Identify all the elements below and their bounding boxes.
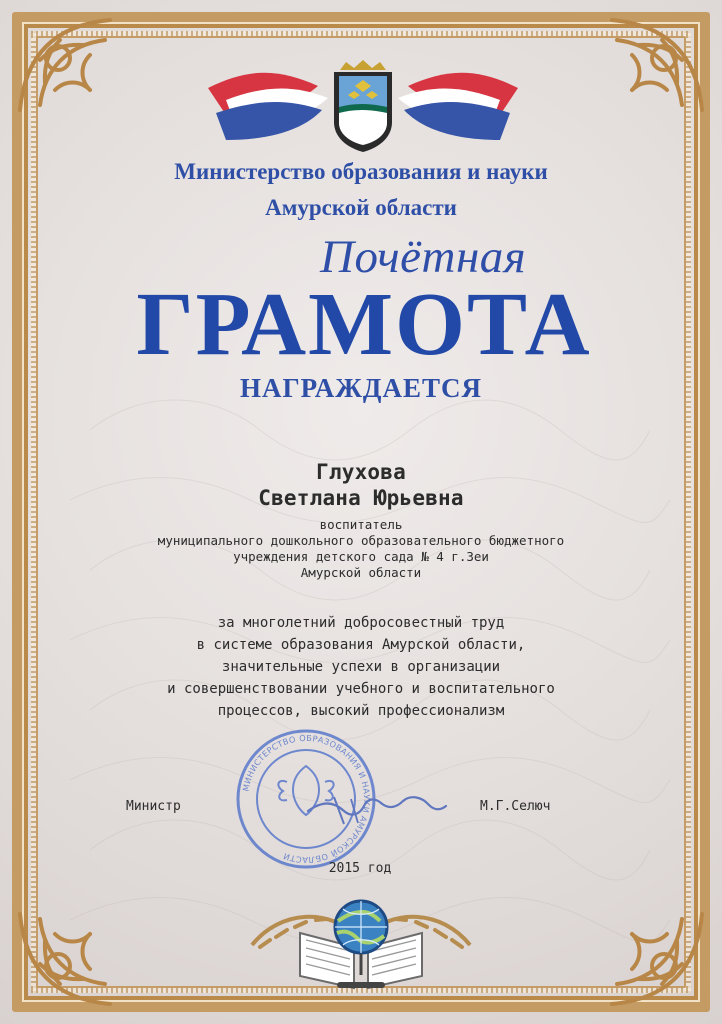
award-reason-line-1: за многолетний добросовестный труд [217, 615, 505, 631]
certificate-main-title: ГРАМОТА [136, 275, 592, 374]
award-reason-line-4: и совершенствовании учебного и воспитательного [167, 681, 555, 697]
certificate-script-title: Почётная [320, 231, 527, 283]
corner-ornament-top-right [572, 0, 722, 150]
recipient-surname: Глухова [316, 460, 406, 484]
signature-name: М.Г.Селюч [480, 799, 551, 814]
awarded-label: НАГРАЖДАЕТСЯ [239, 373, 482, 403]
award-reason-line-3: значительные успехи в организации [221, 659, 501, 675]
corner-ornament-top-left [0, 0, 150, 150]
seal-text: МИНИСТЕРСТВО ОБРАЗОВАНИЯ И НАУКИ АМУРСКОЙ ОБЛАСТИ [240, 732, 373, 866]
signature-title: Министр [126, 799, 181, 814]
recipient-position-line-3: учреждения детского сада № 4 г.Зеи [233, 549, 489, 564]
award-reason-line-2: в системе образования Амурской области, [196, 637, 526, 653]
recipient-position-line-1: воспитатель [319, 517, 403, 532]
issue-year: 2015 год [328, 861, 392, 876]
ministry-title-line2: Амурской области [265, 195, 457, 220]
recipient-position-line-2: муниципального дошкольного образовательного бюджетного [157, 533, 565, 548]
book-globe-emblem [242, 885, 480, 1005]
recipient-given-name: Светлана Юрьевна [258, 486, 464, 510]
corner-ornament-bottom-left [0, 874, 150, 1024]
signature-mark [300, 781, 450, 839]
regional-emblem [208, 58, 518, 154]
ministry-title-line1: Министерство образования и науки [174, 159, 548, 184]
recipient-position-line-4: Амурской области [300, 565, 422, 580]
award-reason-line-5: процессов, высокий профессионализм [217, 703, 505, 719]
corner-ornament-bottom-right [572, 874, 722, 1024]
